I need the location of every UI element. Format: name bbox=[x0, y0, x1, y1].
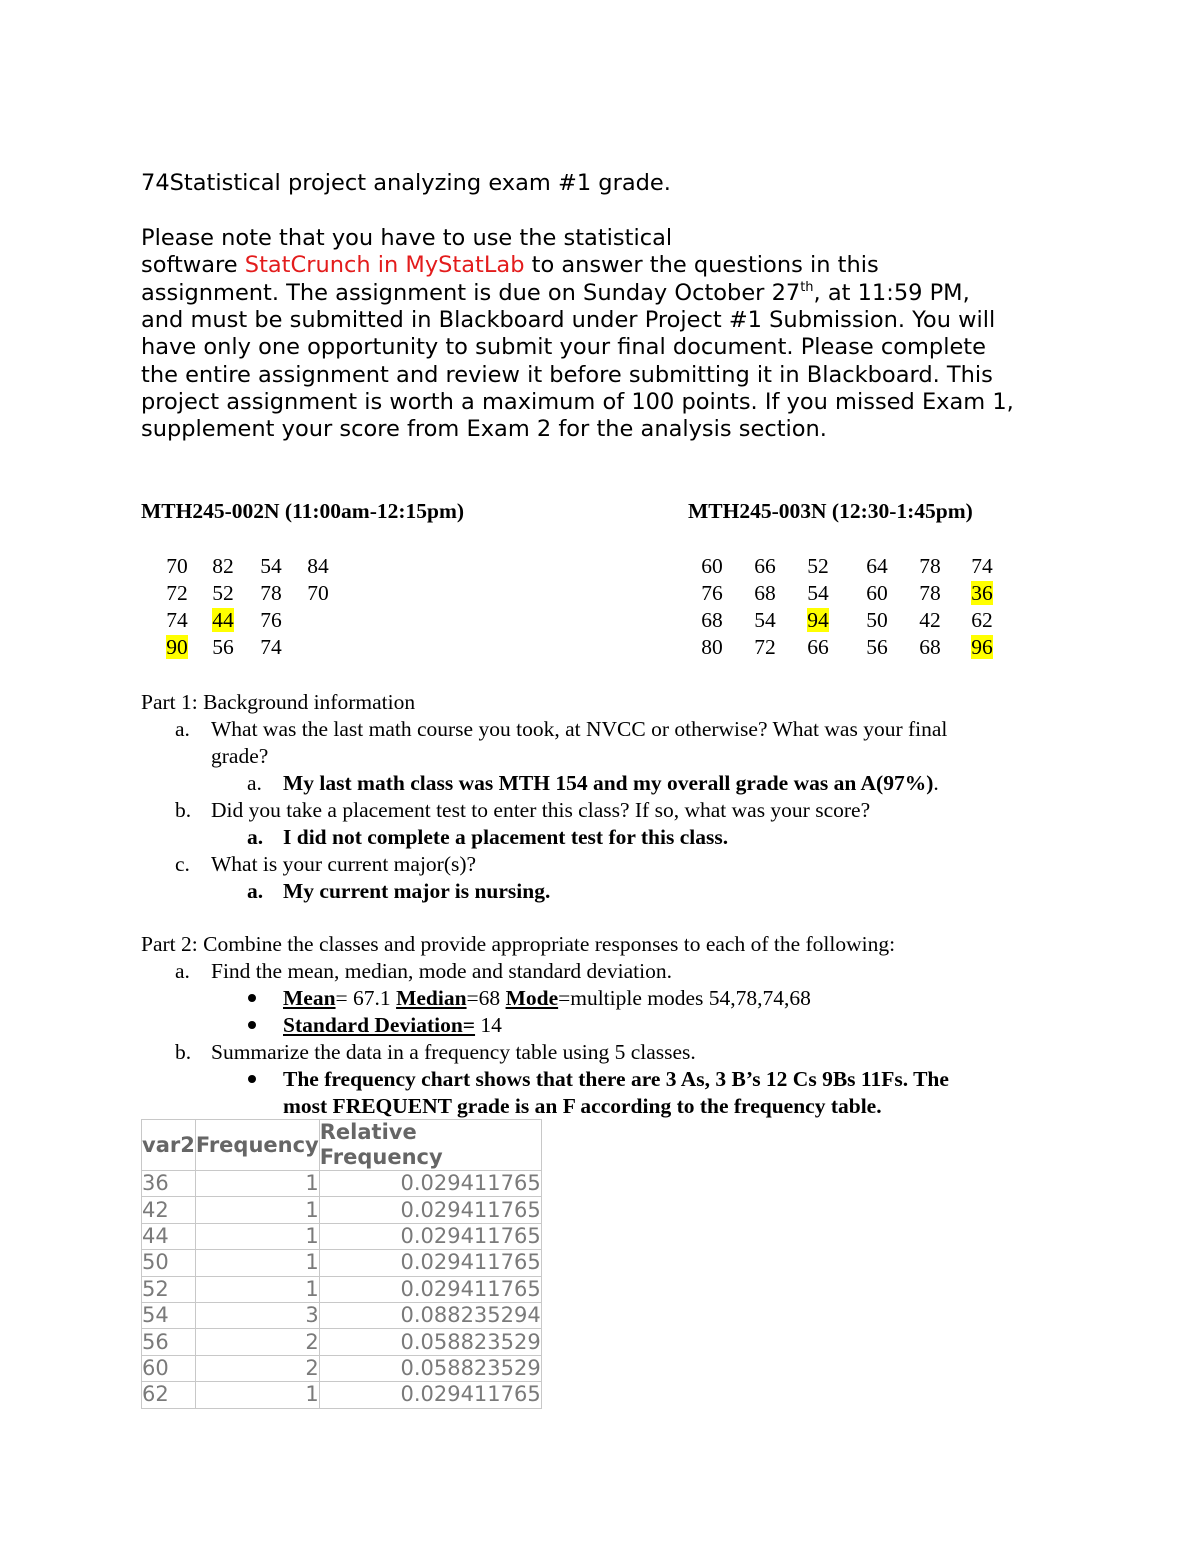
table-cell: 54 bbox=[142, 1302, 196, 1328]
table-cell: 0.029411765 bbox=[319, 1382, 541, 1408]
list-label: a. bbox=[175, 959, 190, 983]
table-cell: 62 bbox=[142, 1382, 196, 1408]
column-header: var2 bbox=[142, 1120, 196, 1171]
part2-question-b: Summarize the data in a frequency table using 5 classes. bbox=[211, 1040, 696, 1064]
highlighted-grade: 94 bbox=[807, 608, 829, 632]
table-cell: 3 bbox=[195, 1302, 319, 1328]
grade-value: 76 bbox=[260, 608, 282, 632]
grade-value: 66 bbox=[754, 554, 776, 578]
grade-value: 72 bbox=[754, 635, 776, 659]
intro-line-3-pre: assignment. The assignment is due on Sunday October 27 bbox=[141, 280, 801, 306]
grade-value bbox=[798, 608, 838, 633]
part1-answer-a-period: . bbox=[933, 771, 939, 795]
table-cell: 1 bbox=[195, 1382, 319, 1408]
table-row bbox=[142, 1329, 542, 1355]
part2-heading: Part 2: Combine the classes and provide appropriate responses to each of the following: bbox=[141, 932, 896, 956]
table-cell: 36 bbox=[142, 1171, 196, 1197]
table-cell: 44 bbox=[142, 1223, 196, 1249]
table-cell: 1 bbox=[195, 1197, 319, 1223]
grade-value: 78 bbox=[919, 554, 941, 578]
grade-value: 68 bbox=[754, 581, 776, 605]
highlighted-grade: 90 bbox=[166, 635, 188, 659]
intro-line-1: Please note that you have to use the statistical bbox=[141, 225, 673, 251]
grade-value: 76 bbox=[701, 581, 723, 605]
grade-value: 80 bbox=[701, 635, 723, 659]
frequency-summary-line1: The frequency chart shows that there are 3 As, 3 B’s 12 Cs 9Bs 11Fs. The bbox=[283, 1067, 949, 1091]
table-cell: 1 bbox=[195, 1276, 319, 1302]
grade-value bbox=[203, 608, 243, 633]
table-cell: 56 bbox=[142, 1329, 196, 1355]
grade-value: 78 bbox=[260, 581, 282, 605]
table-row bbox=[142, 1355, 542, 1381]
table-cell: 2 bbox=[195, 1329, 319, 1355]
table-cell: 60 bbox=[142, 1355, 196, 1381]
grade-value: 72 bbox=[166, 581, 188, 605]
part2-question-a: Find the mean, median, mode and standard deviation. bbox=[211, 959, 672, 983]
list-label: a. bbox=[175, 717, 190, 741]
highlighted-grade: 36 bbox=[971, 581, 993, 605]
grade-value: 62 bbox=[971, 608, 993, 632]
grade-value: 84 bbox=[307, 554, 329, 578]
bullet-icon bbox=[248, 994, 256, 1002]
grade-value: 56 bbox=[866, 635, 888, 659]
table-cell: 1 bbox=[195, 1171, 319, 1197]
intro-line-2-post: to answer the questions in this bbox=[524, 252, 879, 278]
grade-value: 52 bbox=[807, 554, 829, 578]
sd-value: 14 bbox=[475, 1013, 502, 1037]
grade-value: 56 bbox=[212, 635, 234, 659]
grade-value: 74 bbox=[166, 608, 188, 632]
median-label: Median bbox=[396, 986, 467, 1010]
grade-value: 54 bbox=[754, 608, 776, 632]
part1-question-b: Did you take a placement test to enter this class? If so, what was your score? bbox=[211, 798, 871, 822]
table-cell: 0.088235294 bbox=[319, 1302, 541, 1328]
table-cell: 2 bbox=[195, 1355, 319, 1381]
grade-value bbox=[962, 581, 1002, 606]
highlighted-grade: 44 bbox=[212, 608, 234, 632]
table-row bbox=[142, 1250, 542, 1276]
intro-line-3-sup: th bbox=[800, 280, 814, 295]
part1-heading: Part 1: Background information bbox=[141, 690, 416, 714]
grade-value: 54 bbox=[807, 581, 829, 605]
table-row bbox=[142, 1302, 542, 1328]
list-label: a. bbox=[247, 771, 262, 795]
statcrunch-highlight: StatCrunch in MyStatLab bbox=[244, 252, 525, 278]
intro-line-5: have only one opportunity to submit your final document. Please complete bbox=[141, 334, 986, 360]
grade-value: 70 bbox=[166, 554, 188, 578]
table-row bbox=[142, 1382, 542, 1408]
intro-line-2 bbox=[141, 252, 879, 278]
right-section-heading: MTH245-003N (12:30-1:45pm) bbox=[688, 499, 973, 523]
grade-value bbox=[962, 635, 1002, 660]
list-label: a. bbox=[247, 879, 264, 903]
highlighted-grade: 96 bbox=[971, 635, 993, 659]
mode-value: =multiple modes 54,78,74,68 bbox=[558, 986, 811, 1010]
grade-value: 78 bbox=[919, 581, 941, 605]
table-cell: 0.058823529 bbox=[319, 1329, 541, 1355]
sd-label: Standard Deviation= bbox=[283, 1013, 476, 1037]
column-header: Frequency bbox=[195, 1120, 319, 1171]
grade-value: 66 bbox=[807, 635, 829, 659]
grade-value: 64 bbox=[866, 554, 888, 578]
part1-answer-a bbox=[283, 771, 939, 796]
grade-value: 42 bbox=[919, 608, 941, 632]
document-title: 74Statistical project analyzing exam #1 grade. bbox=[141, 170, 671, 196]
list-label: b. bbox=[175, 1040, 192, 1064]
grade-value: 74 bbox=[260, 635, 282, 659]
frequency-table bbox=[141, 1119, 542, 1409]
grade-value: 52 bbox=[212, 581, 234, 605]
table-row bbox=[142, 1171, 542, 1197]
grade-value: 54 bbox=[260, 554, 282, 578]
table-cell: 0.058823529 bbox=[319, 1355, 541, 1381]
table-header-row bbox=[142, 1120, 542, 1171]
table-cell: 0.029411765 bbox=[319, 1197, 541, 1223]
grade-value: 60 bbox=[701, 554, 723, 578]
part1-answer-c: My current major is nursing. bbox=[283, 879, 551, 903]
intro-line-3 bbox=[141, 280, 970, 306]
grade-value bbox=[157, 635, 197, 660]
table-row bbox=[142, 1197, 542, 1223]
list-label: a. bbox=[247, 825, 264, 849]
intro-line-2-pre: software bbox=[141, 252, 245, 278]
grade-value: 70 bbox=[307, 581, 329, 605]
table-cell: 0.029411765 bbox=[319, 1223, 541, 1249]
table-row bbox=[142, 1223, 542, 1249]
bullet-icon bbox=[248, 1075, 256, 1083]
grade-value: 68 bbox=[701, 608, 723, 632]
grade-value: 74 bbox=[971, 554, 993, 578]
intro-line-4: and must be submitted in Blackboard under Project #1 Submission. You will bbox=[141, 307, 996, 333]
mode-label: Mode bbox=[505, 986, 559, 1010]
table-cell: 50 bbox=[142, 1250, 196, 1276]
grade-value: 50 bbox=[866, 608, 888, 632]
table-cell: 0.029411765 bbox=[319, 1171, 541, 1197]
intro-line-6: the entire assignment and review it before submitting it in Blackboard. This bbox=[141, 362, 993, 388]
grade-value: 60 bbox=[866, 581, 888, 605]
part1-answer-a-text: My last math class was MTH 154 and my overall grade was an A(97%) bbox=[283, 771, 934, 795]
table-cell: 1 bbox=[195, 1250, 319, 1276]
grade-value: 82 bbox=[212, 554, 234, 578]
descriptive-stats-line bbox=[283, 986, 811, 1011]
table-row bbox=[142, 1276, 542, 1302]
left-section-heading: MTH245-002N (11:00am-12:15pm) bbox=[141, 499, 465, 523]
bullet-icon bbox=[248, 1021, 256, 1029]
intro-line-7: project assignment is worth a maximum of 100 points. If you missed Exam 1, bbox=[141, 389, 1014, 415]
table-cell: 52 bbox=[142, 1276, 196, 1302]
mean-value: = 67.1 bbox=[335, 986, 397, 1010]
standard-deviation-line bbox=[283, 1013, 502, 1038]
table-cell: 1 bbox=[195, 1223, 319, 1249]
list-label: b. bbox=[175, 798, 192, 822]
part1-question-a-line2: grade? bbox=[211, 744, 269, 768]
frequency-summary-line2: most FREQUENT grade is an F according to the frequency table. bbox=[283, 1094, 882, 1118]
grade-value: 68 bbox=[919, 635, 941, 659]
part1-question-c: What is your current major(s)? bbox=[211, 852, 477, 876]
intro-line-8: supplement your score from Exam 2 for the analysis section. bbox=[141, 416, 827, 442]
intro-line-3-post: , at 11:59 PM, bbox=[813, 280, 970, 306]
part1-question-a-line1: What was the last math course you took, at NVCC or otherwise? What was your final bbox=[211, 717, 948, 741]
column-header: Relative Frequency bbox=[319, 1120, 541, 1171]
median-value: =68 bbox=[466, 986, 506, 1010]
list-label: c. bbox=[175, 852, 190, 876]
table-cell: 0.029411765 bbox=[319, 1276, 541, 1302]
table-cell: 42 bbox=[142, 1197, 196, 1223]
mean-label: Mean bbox=[283, 986, 336, 1010]
table-cell: 0.029411765 bbox=[319, 1250, 541, 1276]
part1-answer-b: I did not complete a placement test for this class. bbox=[283, 825, 729, 849]
